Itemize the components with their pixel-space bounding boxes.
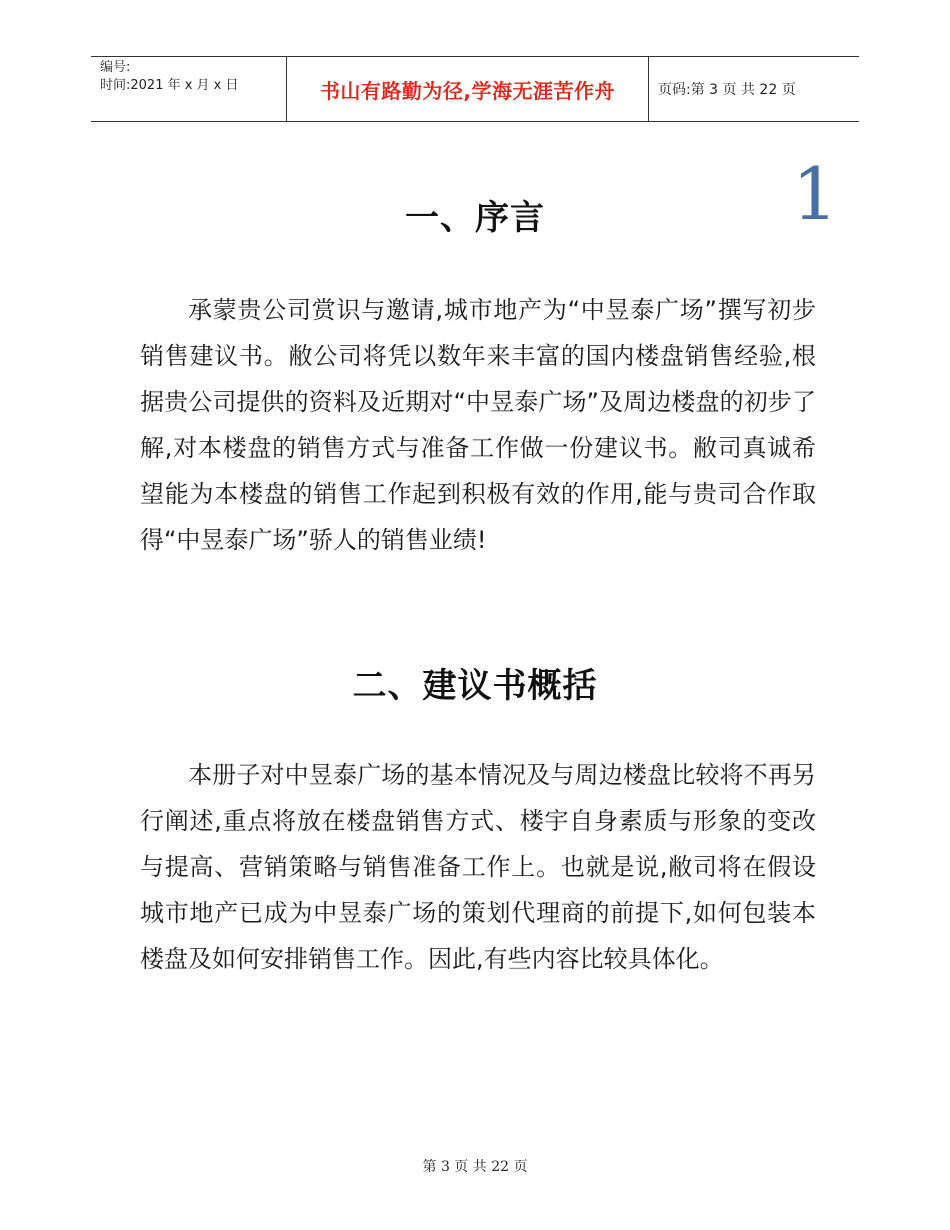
header-page-info: 页码:第 3 页 共 22 页 xyxy=(658,82,796,98)
section-body-summary: 本册子对中昱泰广场的基本情况及与周边楼盘比较将不再另行阐述,重点将放在楼盘销售方式、楼宇自身素质与形象的变改与提高、营销策略与销售准备工作上。也就是说,敝司将在假设城市地产已成为中昱泰广场的策划代理商的前提下,如何包装本楼盘及如何安排销售工作。因此,有些内容比较具体化。 xyxy=(140,761,816,973)
number-label: 编号: xyxy=(100,60,131,75)
page-footer: 第 3 页 共 22 页 xyxy=(422,1159,528,1175)
page-mark: 1 xyxy=(792,152,838,236)
header-meta-cell xyxy=(91,57,287,121)
section-body-preface: 承蒙贵公司赏识与邀请,城市地产为“中昱泰广场”撰写初步销售建议书。敝公司将凭以数年来丰富的国内楼盘销售经验,根据贵公司提供的资料及近期对“中昱泰广场”及周边楼盘的初步了解,对本楼盘的销售方式与准备工作做一份建议书。敝司真诚希望能为本楼盘的销售工作起到积极有效的作用,能与贵司合作取得“中昱泰广场”骄人的销售业绩! xyxy=(140,296,816,554)
document-header xyxy=(91,56,859,122)
section-heading-summary: 二、建议书概括 xyxy=(352,666,598,706)
time-label: 时间:2021 年 x 月 x 日 xyxy=(100,78,239,93)
header-motto: 书山有路勤为径,学海无涯苦作舟 xyxy=(287,57,649,121)
section-heading-preface: 一、序言 xyxy=(405,198,545,238)
